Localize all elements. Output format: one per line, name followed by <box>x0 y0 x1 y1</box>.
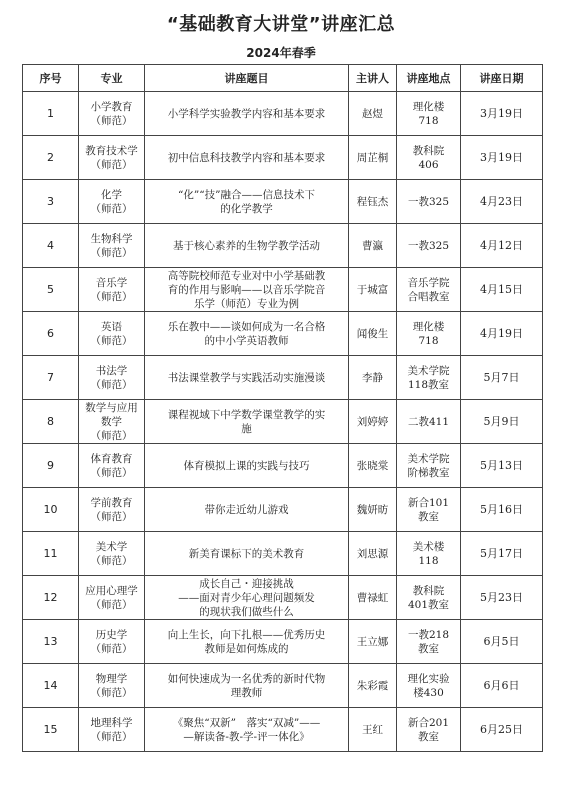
topic-line: —解读备-教-学-评一体化》 <box>183 730 310 743</box>
cell-place <box>397 620 461 664</box>
place-line: 718 <box>418 334 439 347</box>
cell-speaker: 刘思源 <box>349 532 397 576</box>
cell-place <box>397 664 461 708</box>
cell-topic <box>145 136 349 180</box>
major-line: （师范） <box>90 158 133 171</box>
header-topic: 讲座题目 <box>145 65 349 92</box>
topic-line: 高等院校师范专业对中小学基础教 <box>167 269 326 282</box>
topic-line: 体育模拟上课的实践与技巧 <box>183 459 310 472</box>
topic-line: 带你走近幼儿游戏 <box>204 503 289 516</box>
topic-line: 乐在教中——谈如何成为一名合格 <box>167 320 326 333</box>
major-line: 音乐学 <box>95 276 128 289</box>
topic-line: 如何快速成为一名优秀的新时代物 <box>167 672 326 685</box>
cell-date: 4月12日 <box>461 224 543 268</box>
major-line: （师范） <box>90 686 133 699</box>
cell-date: 5月9日 <box>461 400 543 444</box>
place-line: 406 <box>418 158 439 171</box>
cell-date: 4月19日 <box>461 312 543 356</box>
cell-major <box>79 708 145 752</box>
cell-no: 6 <box>23 312 79 356</box>
major-line: 应用心理学 <box>85 584 138 597</box>
cell-topic <box>145 664 349 708</box>
cell-major <box>79 136 145 180</box>
place-line: 教室 <box>418 730 439 743</box>
cell-topic <box>145 576 349 620</box>
cell-date: 5月23日 <box>461 576 543 620</box>
table-row <box>23 268 543 312</box>
major-line: 生物科学 <box>90 232 133 245</box>
topic-line: 书法课堂教学与实践活动实施漫谈 <box>167 371 326 384</box>
cell-place <box>397 356 461 400</box>
major-line: 英语 <box>101 320 122 333</box>
cell-topic <box>145 488 349 532</box>
cell-no: 2 <box>23 136 79 180</box>
place-line: 教科院 <box>412 144 445 157</box>
cell-speaker: 于城富 <box>349 268 397 312</box>
place-line: 理化楼 <box>412 100 445 113</box>
cell-topic <box>145 400 349 444</box>
cell-place <box>397 444 461 488</box>
table-row <box>23 532 543 576</box>
cell-topic <box>145 92 349 136</box>
cell-speaker: 曹禄虹 <box>349 576 397 620</box>
table-row <box>23 400 543 444</box>
cell-no: 8 <box>23 400 79 444</box>
major-line: （师范） <box>90 202 133 215</box>
major-line: （师范） <box>90 466 133 479</box>
table-row <box>23 444 543 488</box>
cell-speaker: 魏妍昉 <box>349 488 397 532</box>
table-row <box>23 312 543 356</box>
topic-line: 初中信息科技教学内容和基本要求 <box>167 151 326 164</box>
document-subtitle: 2024年春季 <box>246 46 316 60</box>
cell-place <box>397 92 461 136</box>
topic-line: 成长自己・迎接挑战 <box>199 577 294 590</box>
table-row <box>23 356 543 400</box>
cell-topic <box>145 356 349 400</box>
major-line: （师范） <box>90 510 133 523</box>
major-line: 数学 <box>101 415 122 428</box>
topic-line: 的现状我们做些什么 <box>199 605 294 618</box>
header-date: 讲座日期 <box>461 65 543 92</box>
table-body <box>23 92 543 752</box>
cell-date: 6月25日 <box>461 708 543 752</box>
cell-major <box>79 180 145 224</box>
place-line: 118 <box>418 554 439 567</box>
cell-topic <box>145 312 349 356</box>
place-line: 一教325 <box>407 239 450 252</box>
topic-line: 课程视域下中学数学课堂教学的实 <box>167 408 326 421</box>
table-header-row <box>23 65 543 92</box>
place-line: 一教218 <box>407 628 450 641</box>
cell-major <box>79 356 145 400</box>
cell-speaker: 王立娜 <box>349 620 397 664</box>
cell-topic <box>145 444 349 488</box>
cell-speaker: 曹瀛 <box>349 224 397 268</box>
major-line: （师范） <box>90 246 133 259</box>
major-line: （师范） <box>90 429 133 442</box>
topic-line: 基于核心素养的生物学教学活动 <box>173 239 320 252</box>
cell-topic <box>145 532 349 576</box>
cell-major <box>79 488 145 532</box>
cell-no: 11 <box>23 532 79 576</box>
major-line: 美术学 <box>95 540 128 553</box>
cell-major <box>79 268 145 312</box>
cell-place <box>397 576 461 620</box>
place-line: 合唱教室 <box>407 290 450 303</box>
cell-no: 10 <box>23 488 79 532</box>
major-line: 体育教育 <box>90 452 133 465</box>
table-row <box>23 488 543 532</box>
topic-line: 施 <box>241 422 252 435</box>
cell-no: 15 <box>23 708 79 752</box>
cell-speaker: 赵煜 <box>349 92 397 136</box>
place-line: 401教室 <box>407 598 450 611</box>
major-line: 书法学 <box>95 364 128 377</box>
cell-topic <box>145 620 349 664</box>
topic-line: 的化学教学 <box>220 202 273 215</box>
major-line: 数学与应用 <box>85 401 138 414</box>
place-line: 718 <box>418 114 439 127</box>
table-row <box>23 708 543 752</box>
topic-line: 的中小学英语教师 <box>204 334 289 347</box>
cell-topic <box>145 268 349 312</box>
major-line: （师范） <box>90 378 133 391</box>
cell-date: 4月23日 <box>461 180 543 224</box>
cell-no: 12 <box>23 576 79 620</box>
cell-topic <box>145 180 349 224</box>
cell-no: 3 <box>23 180 79 224</box>
topic-line: 教师是如何炼成的 <box>204 642 289 655</box>
cell-no: 7 <box>23 356 79 400</box>
topic-line: 新美育课标下的美术教育 <box>188 547 305 560</box>
cell-major <box>79 444 145 488</box>
major-line: 小学教育 <box>90 100 133 113</box>
topic-line: 理教师 <box>230 686 263 699</box>
cell-no: 9 <box>23 444 79 488</box>
cell-major <box>79 620 145 664</box>
place-line: 楼430 <box>413 686 444 699</box>
major-line: （师范） <box>90 642 133 655</box>
cell-no: 1 <box>23 92 79 136</box>
lecture-table <box>22 64 543 752</box>
cell-place <box>397 136 461 180</box>
place-line: 音乐学院 <box>407 276 450 289</box>
cell-place <box>397 180 461 224</box>
cell-date: 5月7日 <box>461 356 543 400</box>
cell-speaker: 周芷桐 <box>349 136 397 180</box>
place-line: 教室 <box>418 642 439 655</box>
table-row <box>23 180 543 224</box>
cell-no: 13 <box>23 620 79 664</box>
cell-major <box>79 312 145 356</box>
cell-speaker: 闻俊生 <box>349 312 397 356</box>
major-line: （师范） <box>90 554 133 567</box>
cell-no: 5 <box>23 268 79 312</box>
cell-date: 5月16日 <box>461 488 543 532</box>
cell-date: 3月19日 <box>461 136 543 180</box>
place-line: 新合201 <box>407 716 450 729</box>
place-line: 美术楼 <box>412 540 445 553</box>
major-line: 教育技术学 <box>85 144 138 157</box>
place-line: 二教411 <box>407 415 450 428</box>
cell-major <box>79 224 145 268</box>
topic-line: 乐学（师范）专业为例 <box>194 297 299 310</box>
cell-major <box>79 92 145 136</box>
cell-speaker: 李静 <box>349 356 397 400</box>
cell-major <box>79 664 145 708</box>
major-line: 历史学 <box>95 628 128 641</box>
place-line: 新合101 <box>407 496 450 509</box>
cell-place <box>397 400 461 444</box>
major-line: （师范） <box>90 290 133 303</box>
major-line: 化学 <box>101 188 122 201</box>
place-line: 理化楼 <box>412 320 445 333</box>
header-place: 讲座地点 <box>397 65 461 92</box>
table-row <box>23 576 543 620</box>
place-line: 教室 <box>418 510 439 523</box>
major-line: 学前教育 <box>90 496 133 509</box>
cell-major <box>79 400 145 444</box>
cell-place <box>397 268 461 312</box>
table-row <box>23 136 543 180</box>
cell-no: 4 <box>23 224 79 268</box>
cell-speaker: 刘婷婷 <box>349 400 397 444</box>
topic-line: ——面对青少年心理问题频发 <box>178 591 315 604</box>
cell-date: 3月19日 <box>461 92 543 136</box>
topic-line: 育的作用与影响——以音乐学院音 <box>167 283 326 296</box>
topic-line: “化”“技”融合——信息技术下 <box>178 188 315 201</box>
major-line: 物理学 <box>95 672 128 685</box>
major-line: （师范） <box>90 114 133 127</box>
cell-place <box>397 488 461 532</box>
place-line: 理化实验 <box>407 672 450 685</box>
place-line: 美术学院 <box>407 452 450 465</box>
cell-speaker: 程钰杰 <box>349 180 397 224</box>
topic-line: 《聚焦“双新” 落实“双减”—— <box>172 716 321 729</box>
cell-speaker: 朱彩霞 <box>349 664 397 708</box>
table-row <box>23 620 543 664</box>
cell-topic <box>145 224 349 268</box>
cell-place <box>397 224 461 268</box>
header-no: 序号 <box>23 65 79 92</box>
document-title: “基础教育大讲堂”讲座汇总 <box>166 14 396 35</box>
cell-major <box>79 532 145 576</box>
cell-place <box>397 708 461 752</box>
major-line: 地理科学 <box>90 716 133 729</box>
major-line: （师范） <box>90 730 133 743</box>
cell-date: 6月6日 <box>461 664 543 708</box>
cell-major <box>79 576 145 620</box>
place-line: 118教室 <box>407 378 450 391</box>
place-line: 美术学院 <box>407 364 450 377</box>
cell-place <box>397 532 461 576</box>
cell-speaker: 王红 <box>349 708 397 752</box>
cell-place <box>397 312 461 356</box>
major-line: （师范） <box>90 598 133 611</box>
cell-date: 6月5日 <box>461 620 543 664</box>
cell-no: 14 <box>23 664 79 708</box>
place-line: 一教325 <box>407 195 450 208</box>
header-major: 专业 <box>79 65 145 92</box>
place-line: 教科院 <box>412 584 445 597</box>
cell-date: 4月15日 <box>461 268 543 312</box>
cell-speaker: 张晓棠 <box>349 444 397 488</box>
header-speaker: 主讲人 <box>349 65 397 92</box>
topic-line: 小学科学实验教学内容和基本要求 <box>167 107 326 120</box>
cell-date: 5月13日 <box>461 444 543 488</box>
topic-line: 向上生长，向下扎根——优秀历史 <box>167 628 326 641</box>
place-line: 阶梯教室 <box>407 466 450 479</box>
table-row <box>23 224 543 268</box>
major-line: （师范） <box>90 334 133 347</box>
cell-date: 5月17日 <box>461 532 543 576</box>
table-row <box>23 92 543 136</box>
table-row <box>23 664 543 708</box>
cell-topic <box>145 708 349 752</box>
